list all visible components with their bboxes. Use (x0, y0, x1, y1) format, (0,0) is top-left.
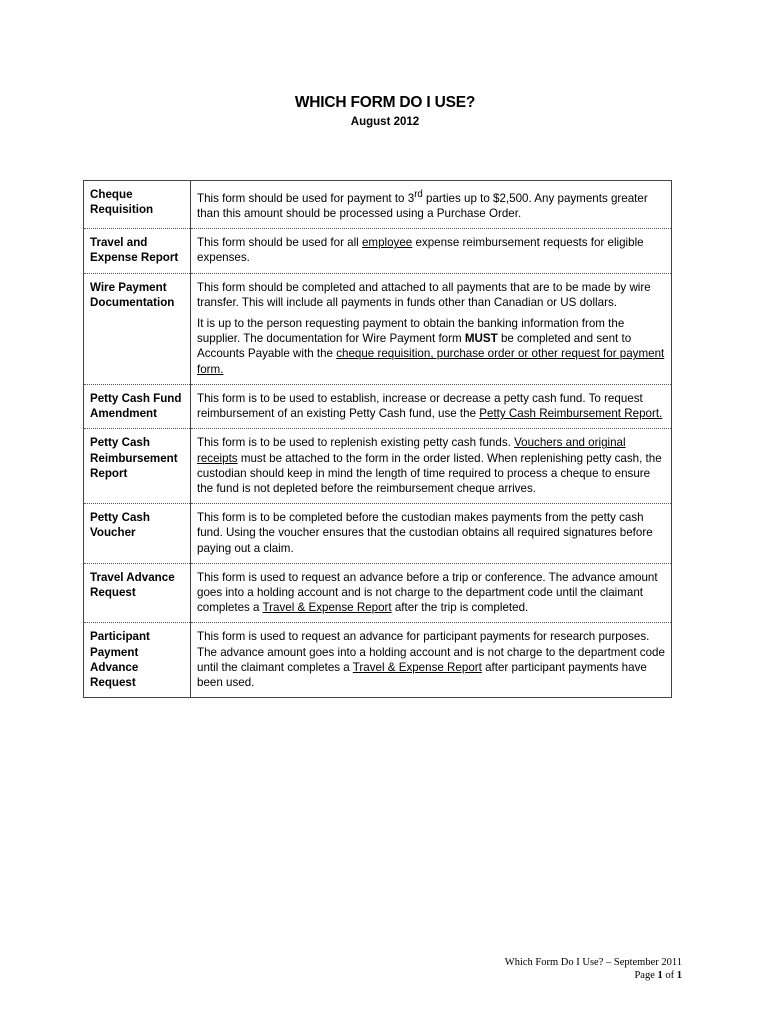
underlined-text: cheque requisition, purchase order or other request for payment form. (197, 347, 665, 376)
underlined-text: Travel & Expense Report (352, 660, 482, 674)
form-description (191, 429, 672, 504)
underlined-text: Vouchers and original receipts (197, 436, 626, 465)
form-name: Travel Advance Request (84, 563, 191, 623)
description-paragraph: This form is to be completed before the custodian makes payments from the petty cash fund. Using the voucher ensures that the custodian obtains all required signatures before paying out a claim. (197, 511, 653, 555)
form-description (191, 181, 672, 229)
underlined-text: Petty Cash Reimbursement Report. (479, 407, 663, 421)
form-name: Wire Payment Documentation (84, 273, 191, 384)
table-row (84, 504, 672, 564)
description-paragraph: This form is to be used to establish, increase or decrease a petty cash fund. To request reimbursement of an existing Petty Cash fund, use the Petty Cash Reimbursement Report. (197, 391, 663, 421)
table-row (84, 273, 672, 384)
page-footer (505, 956, 682, 982)
underlined-text: Travel & Expense Report (262, 601, 392, 615)
form-name: Petty Cash Reimbursement Report (84, 429, 191, 504)
description-paragraph: This form is to be used to replenish existing petty cash funds. Vouchers and original receipts must be attached to the form in the order listed. When replenishing petty cash, the custodian should keep in mind the length of time required to process a cheque to ensure the fund is not depleted before the reimbursement cheque arrives. (197, 436, 662, 495)
form-description (191, 229, 672, 273)
form-description (191, 563, 672, 623)
footer-title: Which Form Do I Use? – September 2011 (504, 957, 682, 968)
form-name: Petty Cash Fund Amendment (84, 384, 191, 428)
description-paragraph: This form is used to request an advance for participant payments for research purposes. The advance amount goes into a holding account and is not charge to the department code until the claimant completes a Travel & Expense Report after participant payments have been used. (197, 630, 665, 689)
page-title: WHICH FORM DO I USE? (294, 94, 476, 111)
form-name: Cheque Requisition (84, 181, 191, 229)
description-paragraph: This form is used to request an advance before a trip or conference. The advance amount goes into a holding account and is not charge to the department code until the claimant completes a Travel & Expense Report after the trip is completed. (197, 570, 658, 615)
table-row (84, 181, 672, 229)
table-row (84, 229, 672, 273)
form-description (191, 384, 672, 428)
form-description (191, 273, 672, 384)
underlined-text: employee (361, 236, 413, 250)
form-name: Travel and Expense Report (84, 229, 191, 273)
emphasis-text: MUST (464, 332, 498, 346)
description-paragraph: It is up to the person requesting payment to obtain the banking information from the supplier. The documentation for Wire Payment form MUST be completed and sent to Accounts Payable with the cheque requisition, purchase order or other request for payment form. (197, 317, 665, 376)
page-subtitle: August 2012 (350, 116, 420, 128)
forms-table (83, 180, 672, 698)
page-number: Page 1 of 1 (634, 970, 682, 981)
description-paragraph: This form should be used for payment to 3rd parties up to $2,500. Any payments greater than this amount should be processed using a Purchase Order. (197, 189, 648, 221)
description-paragraph: This form should be used for all employee expense reimbursement requests for eligible expenses. (197, 236, 644, 265)
table-row (84, 429, 672, 504)
description-paragraph: This form should be completed and attached to all payments that are to be made by wire transfer. This will include all payments in funds other than Canadian or US dollars. (197, 280, 651, 309)
form-name: Petty Cash Voucher (84, 504, 191, 564)
ordinal-suffix: rd (414, 189, 423, 200)
form-name: Participant Payment Advance Request (84, 623, 191, 698)
form-description (191, 623, 672, 698)
table-row (84, 623, 672, 698)
table-row (84, 563, 672, 623)
form-description (191, 504, 672, 564)
table-row (84, 384, 672, 428)
